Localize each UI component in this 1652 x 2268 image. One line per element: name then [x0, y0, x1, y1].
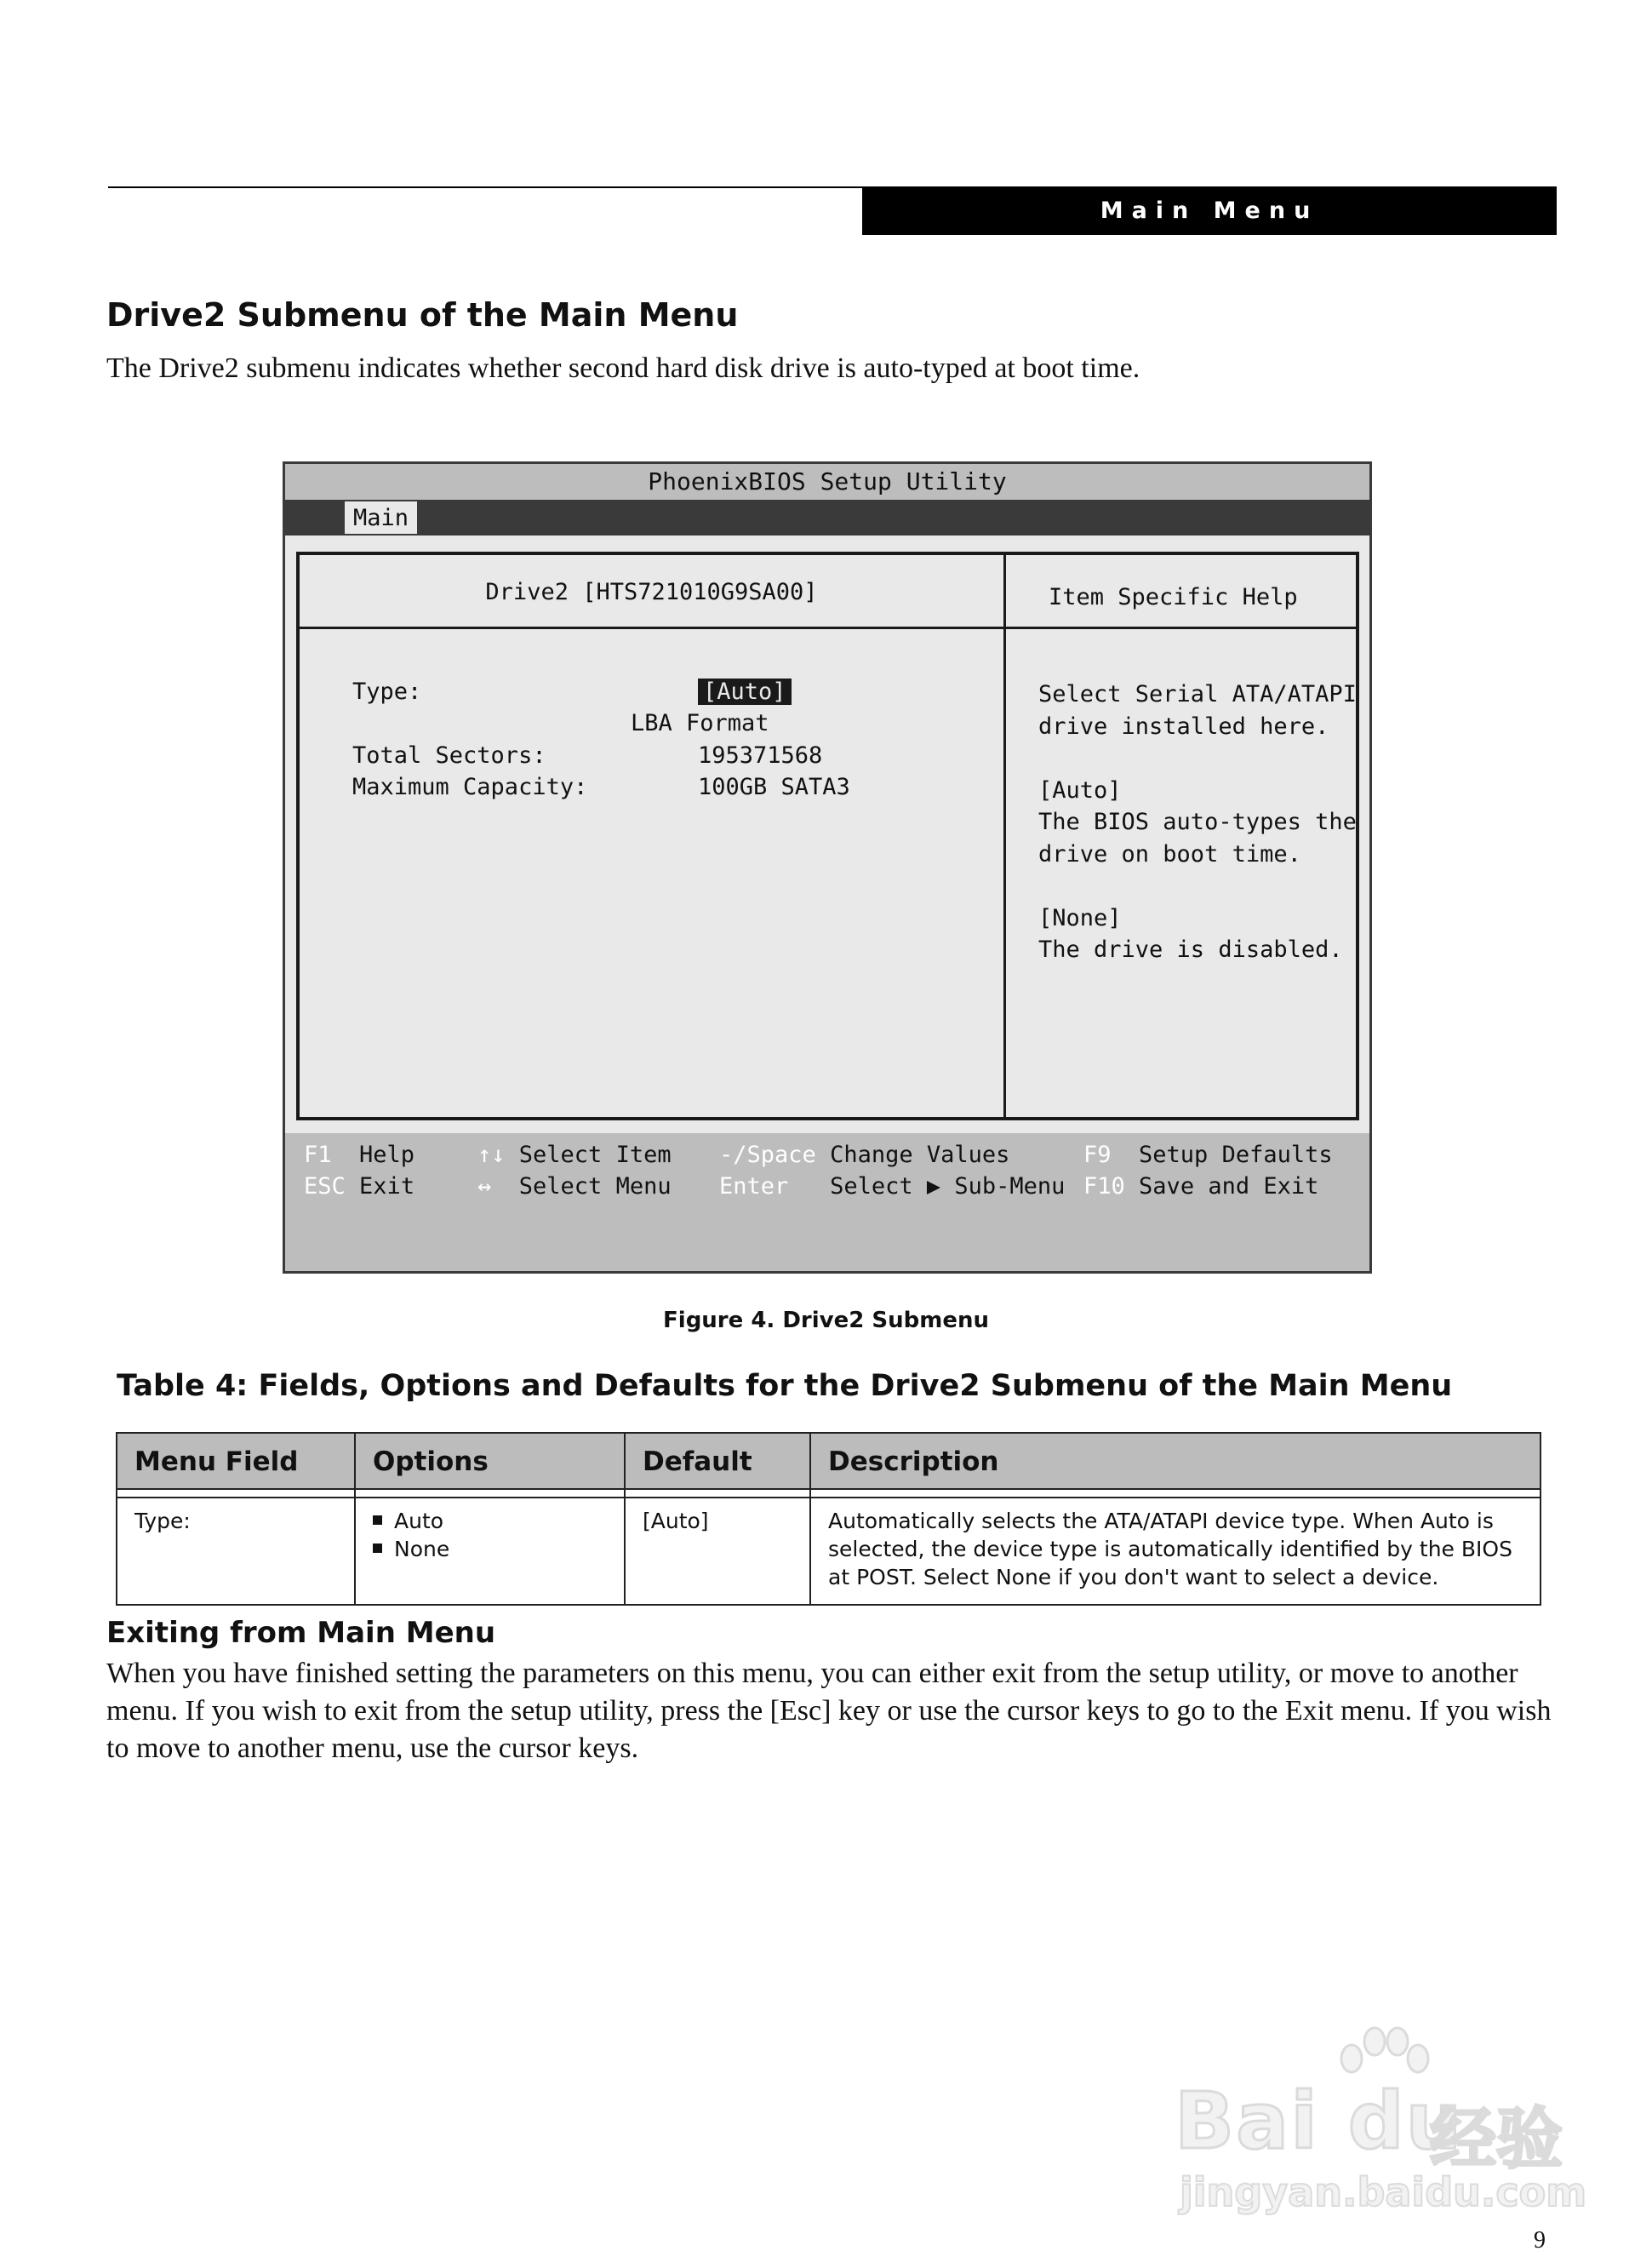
bios-tab-main[interactable]: Main	[345, 501, 417, 534]
figure-caption: Figure 4. Drive2 Submenu	[663, 1308, 989, 1333]
bios-max-capacity-label: Maximum Capacity:	[352, 774, 588, 800]
bios-total-sectors-label: Total Sectors:	[352, 742, 546, 769]
bios-drive-title: Drive2 [HTS721010G9SA00]	[485, 579, 818, 605]
bios-type-label: Type:	[352, 679, 422, 705]
bios-help-line	[1038, 870, 1357, 902]
section-title: Drive2 Submenu of the Main Menu	[106, 296, 739, 334]
bios-help-line: The drive is disabled.	[1038, 936, 1343, 963]
bios-setup-screenshot	[283, 461, 1372, 1274]
table-header-gap	[117, 1490, 1540, 1498]
bios-max-capacity-value: 100GB SATA3	[698, 774, 850, 800]
bios-help-line: [None]	[1038, 904, 1122, 931]
table-cell-menu-field: Type:	[134, 1509, 191, 1533]
watermark-url: jingyan.baidu.com	[1180, 2169, 1587, 2215]
bios-key-updown: ↑↓ Select Item	[477, 1142, 672, 1168]
baidu-watermark	[1175, 2025, 1587, 2220]
table-header-cell: Options	[373, 1446, 489, 1477]
bullet-icon	[373, 1544, 382, 1553]
bullet-icon	[373, 1515, 382, 1525]
bios-help-line: drive on boot time.	[1038, 840, 1301, 868]
bios-total-sectors-value: 195371568	[698, 742, 823, 769]
bios-help-line: Select Serial ATA/ATAPI	[1038, 681, 1357, 707]
exit-section-title: Exiting from Main Menu	[106, 1616, 496, 1650]
header-section-label: Main Menu	[862, 186, 1557, 235]
bios-key-space: -/Space Change Values	[719, 1142, 1010, 1168]
bios-key-esc: ESC Exit	[304, 1173, 415, 1200]
bios-key-enter: Enter Select ▶ Sub-Menu	[719, 1173, 1066, 1200]
table-header-cell: Description	[828, 1446, 999, 1477]
watermark-brand: Bai du	[1175, 2076, 1464, 2167]
watermark-cn: 经验	[1430, 2101, 1563, 2178]
bios-panel	[296, 552, 1359, 1120]
bios-lba-format: LBA Format	[631, 710, 769, 736]
section-intro: The Drive2 submenu indicates whether second hard disk drive is auto-typed at boot time.	[106, 352, 1140, 384]
table-header-cell: Default	[643, 1446, 752, 1477]
bios-panel-divider	[1003, 555, 1006, 1117]
bios-help-title: Item Specific Help	[1049, 584, 1298, 610]
bios-key-f10: F10 Save and Exit	[1083, 1173, 1319, 1200]
bios-help-line: The BIOS auto-types the	[1038, 809, 1357, 835]
bios-type-value[interactable]: [Auto]	[698, 679, 792, 705]
table-cell-default: [Auto]	[643, 1509, 709, 1533]
bios-help-line	[1038, 742, 1357, 775]
options-table	[116, 1432, 1541, 1606]
table-cell-description: Automatically selects the ATA/ATAPI device type. When Auto is selected, the device type is automatically identified by the BIOS at POST. Select None if you don't want to select a device.	[828, 1509, 1512, 1589]
table-title: Table 4: Fields, Options and Defaults for the Drive2 Submenu of the Main Menu	[117, 1369, 1453, 1403]
bios-help-line: drive installed here.	[1038, 713, 1329, 740]
bios-help-line: [Auto]	[1038, 776, 1122, 804]
bios-title-bar: PhoenixBIOS Setup Utility	[285, 464, 1369, 500]
exit-section-body: When you have finished setting the parameters on this menu, you can either exit from the setup utility, or move to another menu. If you wish to exit from the setup utility, press the [Esc] key or use the cursor keys to go to the Exit menu. If you wish to move to another menu, use the cursor keys.	[106, 1658, 1552, 1764]
bios-key-legend	[285, 1133, 1369, 1271]
table-cell-options	[356, 1507, 624, 1563]
bios-key-leftright: ↔ Select Menu	[477, 1173, 672, 1200]
page-number: 9	[1534, 2227, 1546, 2254]
option-item: None	[373, 1535, 624, 1563]
bios-menu-bar	[285, 500, 1369, 536]
bios-key-f9: F9 Setup Defaults	[1083, 1142, 1333, 1168]
header-rule	[108, 186, 970, 188]
option-item: Auto	[373, 1507, 624, 1535]
bios-type-field[interactable]	[698, 679, 792, 705]
table-header-cell: Menu Field	[134, 1446, 299, 1477]
bios-key-f1: F1 Help	[304, 1142, 415, 1168]
bios-header-divider	[300, 627, 1356, 629]
bios-help-text	[1038, 679, 1357, 966]
